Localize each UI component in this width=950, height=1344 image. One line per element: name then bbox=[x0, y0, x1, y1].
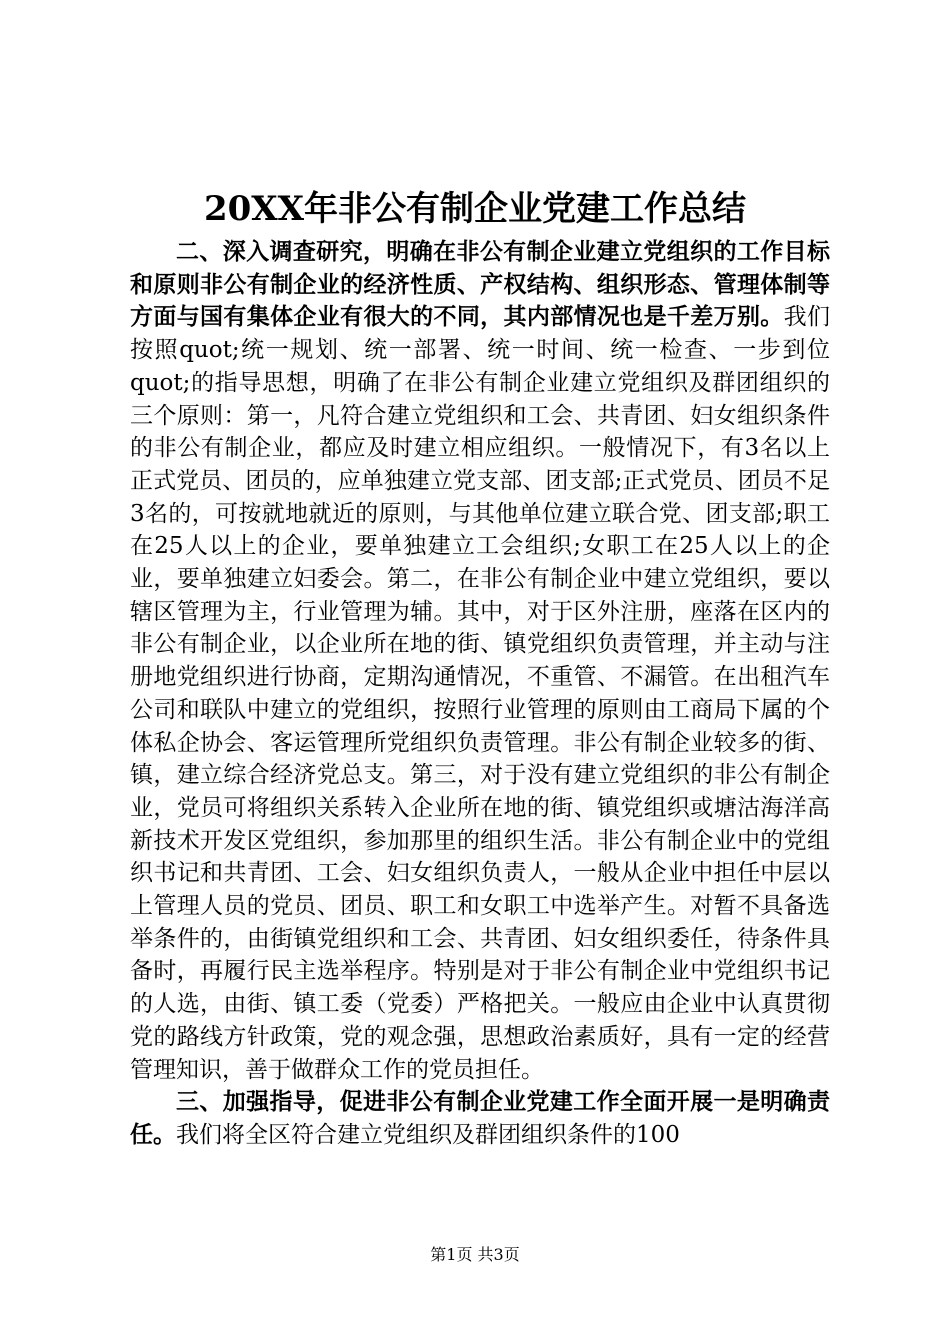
document-title: 20XX年非公有制企业党建工作总结 bbox=[203, 189, 747, 229]
paragraph-text: 我们将全区符合建立党组织及群团组织条件的100 bbox=[176, 1121, 680, 1148]
paragraph-text: 我们按照quot;统一规划、统一部署、统一时间、统一检查、一步到位quot;的指导思想，明确了在非公有制企业建立党组织及群团组织的三个原则：第一，凡符合建立党组织和工会、共青团、妇女组织条件的非公有制企业，都应及时建立相应组织。一般情况下，有3名以上正式党员、团员的，应单独建立党支部、团支部;正式党员、团员不足3名的，可按就地就近的原则，与其他单位建立联合党、团支部;职工在25人以上的企业，要单独建立工会组织;女职工在25人以上的企业，要单独建立妇委会。第二，在非公有制企业中建立党组织，要以辖区管理为主，行业管理为辅。其中，对于区外注册，座落在区内的非公有制企业，以企业所在地的街、镇党组织负责管理，并主动与注册地党组织进行协商，定期沟通情况，不重管、不漏管。在出租汽车公司和联队中建立的党组织，按照行业管理的原则由工商局下属的个体私企协会、客运管理所党组织负责管理。非公有制企业较多的街、镇，建立综合经济党总支。第三，对于没有建立党组织的非公有制企业，党员可将组织关系转入企业所在地的街、镇党组织或塘沽海洋高新技术开发区党组织，参加那里的组织生活。非公有制企业中的党组织书记和共青团、工会、妇女组织负责人，一般从企业中担任中层以上管理人员的党员、团员、职工和女职工中选举产生。对暂不具备选举条件的，由街镇党组织和工会、共青团、妇女组织委任，待条件具备时，再履行民主选举程序。特别是对于非公有制企业中党组织书记的人选，由街、镇工委（党委）严格把关。一般应由企业中认真贯彻党的路线方针政策，党的观念强，思想政治素质好，具有一定的经营管理知识，善于做群众工作的党员担任。 bbox=[130, 304, 831, 1083]
paragraph-lead: 三、加强指导，促进非公有制企业党建工作全面开展一是明确责任。 bbox=[130, 1088, 830, 1148]
document-body bbox=[130, 236, 830, 1152]
paragraph-3 bbox=[130, 1086, 830, 1151]
page-number-footer: 第1页 共3页 bbox=[430, 1245, 520, 1264]
paragraph-2 bbox=[130, 236, 830, 1086]
paragraph-lead: 二、深入调查研究，明确在非公有制企业建立党组织的工作目标和原则非公有制企业的经济性质、产权结构、组织形态、管理体制等方面与国有集体企业有很大的不同，其内部情况也是千差万别。 bbox=[130, 238, 830, 331]
